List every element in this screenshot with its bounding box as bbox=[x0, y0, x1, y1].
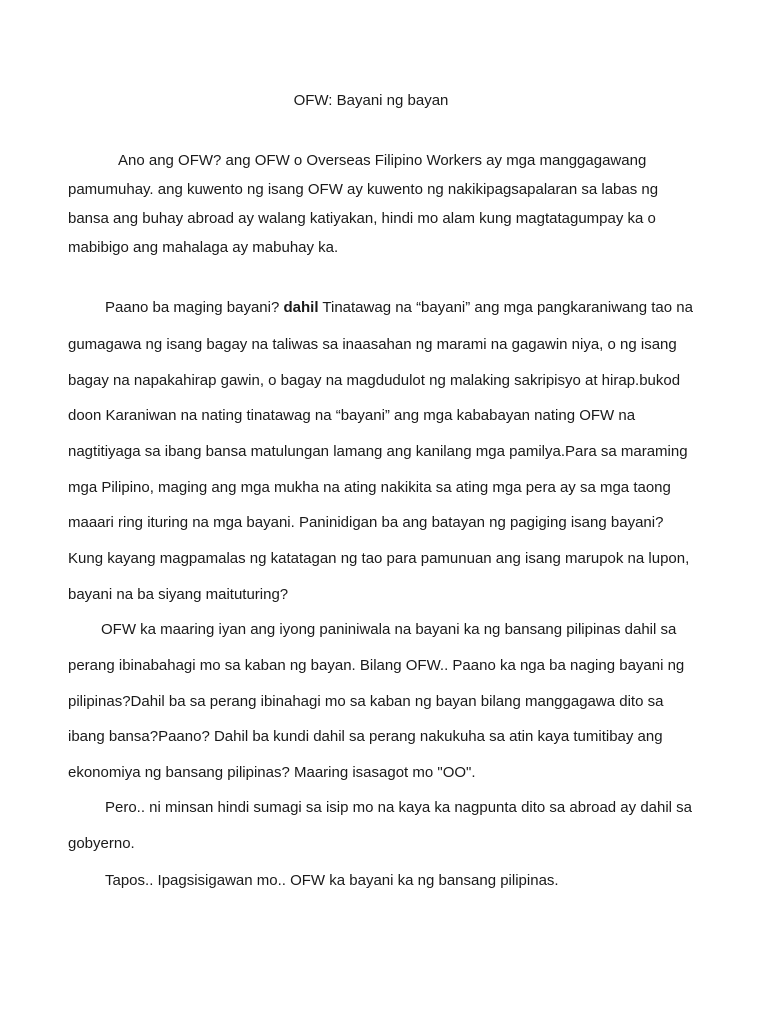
paragraph-3-line: OFW ka maaring iyan ang iyong paniniwala na bayani ka ng bansang pilipinas dahil sa bbox=[101, 621, 677, 638]
paragraph-2-line: bagay na napakahirap gawin, o bagay na magdudulot ng malaking sakripisyo at hirap.bukod bbox=[68, 372, 681, 389]
paragraph-2-text: Tinatawag na “bayani” ang mga pangkaraniwang tao na bbox=[318, 299, 693, 316]
paragraph-3-line: pilipinas?Dahil ba sa perang ibinahagi mo sa kaban ng bayan bilang manggagawa dito sa bbox=[68, 693, 664, 710]
bold-word: dahil bbox=[283, 299, 319, 316]
paragraph-1-line: Ano ang OFW? ang OFW o Overseas Filipino Workers ay mga manggagawang bbox=[118, 152, 647, 169]
paragraph-1-line: mabibigo ang mahalaga ay mabuhay ka. bbox=[68, 239, 339, 256]
paragraph-1-line: pamumuhay. ang kuwento ng isang OFW ay kuwento ng nakikipagsapalaran sa labas ng bbox=[68, 181, 659, 198]
paragraph-2-line: Kung kayang magpamalas ng katatagan ng tao para pamunuan ang isang marupok na lupon, bbox=[68, 550, 690, 567]
paragraph-3-line: ekonomiya ng bansang pilipinas? Maaring isasagot mo "OO". bbox=[68, 764, 476, 781]
paragraph-2-line: nagtitiyaga sa ibang bansa matulungan lamang ang kanilang mga pamilya.Para sa maraming bbox=[68, 443, 688, 460]
paragraph-2-line: doon Karaniwan na nating tinatawag na “bayani” ang mga kababayan nating OFW na bbox=[68, 407, 636, 424]
document-title: OFW: Bayani ng bayan bbox=[293, 92, 449, 109]
paragraph-2-line bbox=[105, 298, 693, 318]
paragraph-2-line: bayani na ba siyang maituturing? bbox=[68, 586, 289, 603]
paragraph-2-line: gumagawa ng isang bagay na taliwas sa inaasahan ng marami na gagawin niya, o ng isang bbox=[68, 336, 677, 353]
paragraph-2-line: mga Pilipino, maging ang mga mukha na ating nakikita sa ating mga pera ay sa mga taong bbox=[68, 479, 671, 496]
paragraph-3-line: ibang bansa?Paano? Dahil ba kundi dahil sa perang nakukuha sa atin kaya tumitibay ang bbox=[68, 728, 663, 745]
paragraph-2-line: maaari ring ituring na mga bayani. Paninidigan ba ang batayan ng pagiging isang bayani? bbox=[68, 514, 664, 531]
paragraph-4-line: Pero.. ni minsan hindi sumagi sa isip mo na kaya ka nagpunta dito sa abroad ay dahil sa bbox=[105, 799, 693, 816]
paragraph-4-line: gobyerno. bbox=[68, 835, 135, 852]
paragraph-2-text: Paano ba maging bayani? bbox=[105, 299, 284, 316]
paragraph-1-line: bansa ang buhay abroad ay walang katiyakan, hindi mo alam kung magtatagumpay ka o bbox=[68, 210, 656, 227]
paragraph-5-line: Tapos.. Ipagsisigawan mo.. OFW ka bayani ka ng bansang pilipinas. bbox=[105, 872, 559, 889]
paragraph-3-line: perang ibinabahagi mo sa kaban ng bayan. Bilang OFW.. Paano ka nga ba naging bayani ng bbox=[68, 657, 685, 674]
